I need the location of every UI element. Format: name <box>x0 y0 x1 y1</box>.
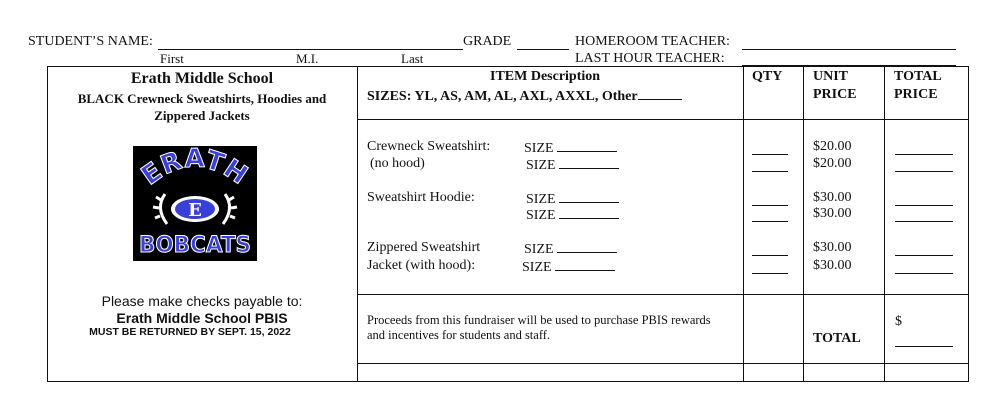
unit-price: $30.00 <box>813 206 852 221</box>
divider-total-row <box>357 363 969 364</box>
crewneck-size-2: SIZE <box>526 156 619 174</box>
crewneck-size-1: SIZE <box>524 139 617 157</box>
total-label: TOTAL <box>813 331 861 346</box>
product-line-2: Zippered Jackets <box>154 108 250 123</box>
qty-field[interactable] <box>752 273 788 274</box>
total-price-field[interactable] <box>895 221 953 222</box>
divider-left-panel <box>357 66 358 382</box>
sizes-list: SIZES: YL, AS, AM, AL, AXL, AXXL, Other <box>367 89 638 104</box>
grade-field[interactable] <box>517 49 569 50</box>
unit-price: $30.00 <box>813 190 852 205</box>
last-name-caption: Last <box>401 51 424 66</box>
zippered-size-1-field[interactable] <box>557 240 617 253</box>
last-hour-teacher-label: LAST HOUR TEACHER: <box>575 51 725 66</box>
first-name-caption: First <box>160 51 184 66</box>
logo-letter: E <box>188 200 202 221</box>
total-price-field[interactable] <box>895 255 953 256</box>
zippered-size-1: SIZE <box>524 240 617 258</box>
zippered-note: Jacket (with hood): <box>367 258 476 273</box>
homeroom-teacher-label: HOMEROOM TEACHER: <box>575 34 730 49</box>
qty-field[interactable] <box>752 221 788 222</box>
divider-total <box>884 66 885 382</box>
unit-price-header-2: PRICE <box>813 87 857 102</box>
total-price-header-1: TOTAL <box>894 69 942 84</box>
total-price-field[interactable] <box>895 205 953 206</box>
unit-price: $30.00 <box>813 258 852 273</box>
qty-field[interactable] <box>752 171 788 172</box>
deadline-text: MUST BE RETURNED BY SEPT. 15, 2022 <box>89 326 291 338</box>
crewneck-note: (no hood) <box>370 156 425 171</box>
logo-top-text: ERATH <box>136 146 254 192</box>
checks-payable-text: Please make checks payable to: <box>101 293 303 309</box>
zippered-size-2: SIZE <box>522 258 615 276</box>
qty-field[interactable] <box>752 154 788 155</box>
unit-price: $20.00 <box>813 139 852 154</box>
middle-initial-caption: M.I. <box>296 51 319 66</box>
item-description-header: ITEM Description <box>490 69 601 84</box>
crewneck-label: Crewneck Sweatshirt: <box>367 139 491 154</box>
school-name: Erath Middle School <box>130 70 274 87</box>
unit-price: $20.00 <box>813 156 852 171</box>
divider-items-row <box>357 294 969 295</box>
total-price-field[interactable] <box>895 154 953 155</box>
proceeds-line-2: and incentives for students and staff. <box>367 328 551 342</box>
total-price-field[interactable] <box>895 273 953 274</box>
grand-total-field[interactable] <box>895 346 953 347</box>
qty-field[interactable] <box>752 255 788 256</box>
qty-field[interactable] <box>752 205 788 206</box>
crewneck-size-1-field[interactable] <box>557 139 617 152</box>
logo-bottom-text: BOBCATS <box>139 233 251 258</box>
payee-name: Erath Middle School PBIS <box>116 310 288 326</box>
proceeds-line-1: Proceeds from this fundraiser will be used to purchase PBIS rewards <box>367 313 711 327</box>
sizes-line <box>367 87 682 105</box>
unit-price-header-1: UNIT <box>813 69 849 84</box>
divider-header-row <box>357 119 969 120</box>
student-name-field[interactable] <box>158 49 463 50</box>
crewneck-size-2-field[interactable] <box>559 156 619 169</box>
hoodie-label: Sweatshirt Hoodie: <box>367 190 475 205</box>
divider-qty <box>743 66 744 382</box>
grade-label: GRADE <box>463 34 512 49</box>
homeroom-teacher-field[interactable] <box>742 49 956 50</box>
hoodie-size-1: SIZE <box>526 190 619 208</box>
unit-price: $30.00 <box>813 240 852 255</box>
student-name-label: STUDENT’S NAME: <box>28 34 153 49</box>
product-line-1: BLACK Crewneck Sweatshirts, Hoodies and <box>77 91 327 106</box>
zippered-size-2-field[interactable] <box>555 258 615 271</box>
dollar-sign: $ <box>895 314 902 329</box>
hoodie-size-2: SIZE <box>526 206 619 224</box>
total-price-header-2: PRICE <box>894 87 938 102</box>
hoodie-size-2-field[interactable] <box>559 206 619 219</box>
bobcats-logo <box>133 146 257 261</box>
qty-header: QTY <box>752 69 783 84</box>
zippered-label: Zippered Sweatshirt <box>367 240 481 255</box>
hoodie-size-1-field[interactable] <box>559 190 619 203</box>
other-size-field[interactable] <box>638 87 682 100</box>
divider-unit <box>803 66 804 382</box>
total-price-field[interactable] <box>895 171 953 172</box>
